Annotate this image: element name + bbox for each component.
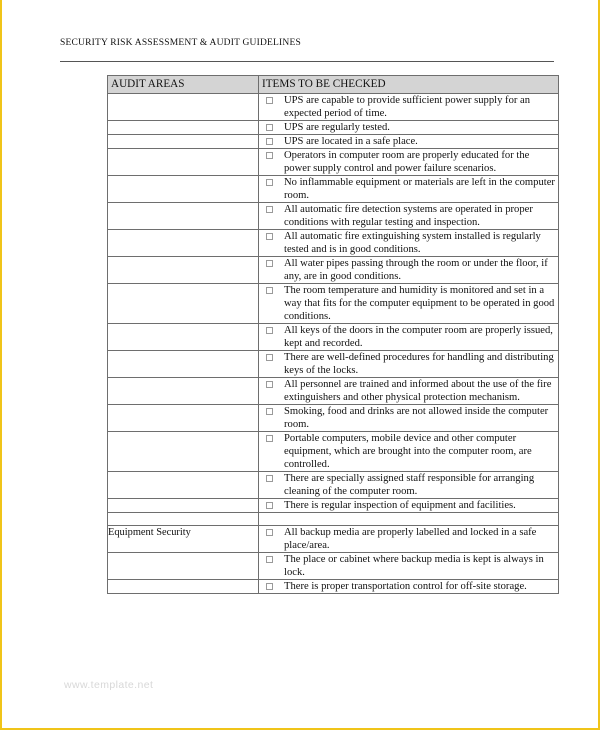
table-row	[108, 580, 559, 594]
audit-area-cell	[108, 176, 259, 203]
item-text: The place or cabinet where backup media is kept is always in lock.	[284, 554, 544, 578]
checkbox-icon[interactable]	[266, 435, 273, 442]
table-row	[108, 351, 559, 378]
checkbox-icon[interactable]	[266, 287, 273, 294]
table-header-row	[108, 76, 559, 94]
audit-area-cell	[108, 472, 259, 499]
blank-cell	[108, 513, 259, 526]
table-row	[108, 405, 559, 432]
checkbox-icon[interactable]	[266, 354, 273, 361]
audit-table	[107, 75, 559, 594]
audit-area-cell	[108, 230, 259, 257]
audit-area-cell	[108, 203, 259, 230]
item-text: Smoking, food and drinks are not allowed inside the computer room.	[284, 406, 549, 430]
table-row	[108, 149, 559, 176]
checkbox-icon[interactable]	[266, 97, 273, 104]
audit-area-cell	[108, 284, 259, 324]
item-text: Operators in computer room are properly educated for the power supply control and power failure scenarios.	[284, 150, 530, 174]
checkbox-icon[interactable]	[266, 502, 273, 509]
table-row	[108, 472, 559, 499]
item-text: There are well-defined procedures for handling and distributing keys of the locks.	[284, 352, 554, 376]
item-cell	[259, 553, 559, 580]
item-text: UPS are regularly tested.	[284, 122, 390, 133]
checkbox-icon[interactable]	[266, 381, 273, 388]
watermark: www.template.net	[64, 679, 154, 691]
column-header-audit-areas: AUDIT AREAS	[108, 76, 259, 94]
blank-row	[108, 513, 559, 526]
item-text: All backup media are properly labelled and locked in a safe place/area.	[284, 527, 537, 551]
checkbox-icon[interactable]	[266, 556, 273, 563]
item-cell	[259, 176, 559, 203]
checkbox-icon[interactable]	[266, 475, 273, 482]
audit-area-cell	[108, 553, 259, 580]
blank-cell	[259, 513, 559, 526]
checkbox-icon[interactable]	[266, 260, 273, 267]
item-cell	[259, 526, 559, 553]
item-text: UPS are located in a safe place.	[284, 136, 418, 147]
item-cell	[259, 405, 559, 432]
checkbox-icon[interactable]	[266, 124, 273, 131]
item-text: All water pipes passing through the room or under the floor, if any, are in good conditions.	[284, 258, 548, 282]
document-header: SECURITY RISK ASSESSMENT & AUDIT GUIDELINES	[60, 38, 301, 48]
table-row	[108, 94, 559, 121]
checkbox-icon[interactable]	[266, 529, 273, 536]
audit-area-cell: Equipment Security	[108, 526, 259, 553]
item-text: All keys of the doors in the computer room are properly issued, kept and recorded.	[284, 325, 553, 349]
table-row	[108, 203, 559, 230]
audit-area-cell	[108, 121, 259, 135]
item-cell	[259, 378, 559, 405]
audit-area-cell	[108, 94, 259, 121]
item-text: All automatic fire detection systems are operated in proper conditions with regular testing and inspection.	[284, 204, 533, 228]
table-row	[108, 526, 559, 553]
item-text: UPS are capable to provide sufficient power supply for an expected period of time.	[284, 95, 531, 119]
header-rule	[60, 61, 554, 62]
checkbox-icon[interactable]	[266, 152, 273, 159]
table-row	[108, 135, 559, 149]
item-cell	[259, 257, 559, 284]
table-row	[108, 499, 559, 513]
item-text: The room temperature and humidity is monitored and set in a way that fits for the computer equipment to be operated in good conditions.	[284, 285, 555, 322]
item-cell	[259, 499, 559, 513]
item-text: Portable computers, mobile device and other computer equipment, which are brought into the computer room, are controlled.	[284, 433, 532, 470]
item-cell	[259, 351, 559, 378]
checkbox-icon[interactable]	[266, 583, 273, 590]
item-cell	[259, 135, 559, 149]
table-row	[108, 324, 559, 351]
checkbox-icon[interactable]	[266, 327, 273, 334]
table-row	[108, 121, 559, 135]
checkbox-icon[interactable]	[266, 206, 273, 213]
item-cell	[259, 580, 559, 594]
item-cell	[259, 121, 559, 135]
item-cell	[259, 432, 559, 472]
item-text: All personnel are trained and informed about the use of the fire extinguishers and other physical protection mechanism.	[284, 379, 552, 403]
item-text: No inflammable equipment or materials are left in the computer room.	[284, 177, 555, 201]
item-text: There is proper transportation control for off-site storage.	[284, 581, 527, 592]
table-row	[108, 553, 559, 580]
table-row	[108, 176, 559, 203]
table-row	[108, 432, 559, 472]
item-cell	[259, 284, 559, 324]
checkbox-icon[interactable]	[266, 179, 273, 186]
checkbox-icon[interactable]	[266, 138, 273, 145]
item-text: All automatic fire extinguishing system installed is regularly tested and is in good conditions.	[284, 231, 541, 255]
item-cell	[259, 149, 559, 176]
item-cell	[259, 472, 559, 499]
item-text: There are specially assigned staff responsible for arranging cleaning of the computer room.	[284, 473, 535, 497]
audit-area-cell	[108, 257, 259, 284]
audit-area-cell	[108, 580, 259, 594]
table-row	[108, 378, 559, 405]
table-row	[108, 230, 559, 257]
audit-area-cell	[108, 405, 259, 432]
item-cell	[259, 203, 559, 230]
table-row	[108, 257, 559, 284]
item-cell	[259, 230, 559, 257]
item-cell	[259, 324, 559, 351]
column-header-items: ITEMS TO BE CHECKED	[259, 76, 559, 94]
audit-area-cell	[108, 378, 259, 405]
audit-area-cell	[108, 432, 259, 472]
item-text: There is regular inspection of equipment and facilities.	[284, 500, 516, 511]
audit-area-cell	[108, 149, 259, 176]
table-row	[108, 284, 559, 324]
audit-area-cell	[108, 499, 259, 513]
checkbox-icon[interactable]	[266, 408, 273, 415]
audit-area-cell	[108, 351, 259, 378]
item-cell	[259, 94, 559, 121]
audit-area-cell	[108, 324, 259, 351]
audit-area-cell	[108, 135, 259, 149]
checkbox-icon[interactable]	[266, 233, 273, 240]
